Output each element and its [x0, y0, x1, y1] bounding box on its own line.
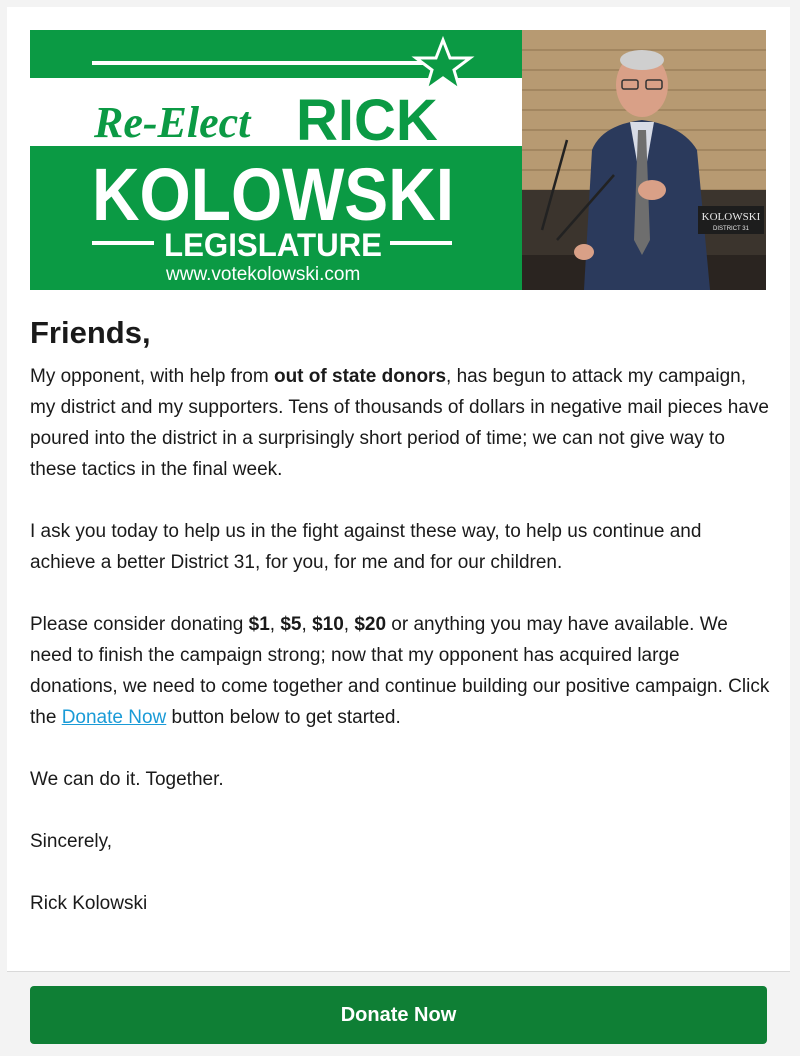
logo-rick: RICK	[296, 88, 438, 153]
logo-kolowski: KOLOWSKI	[92, 153, 454, 236]
p1-text-pre: My opponent, with help from	[30, 366, 274, 387]
donate-now-button[interactable]: Donate Now	[30, 986, 767, 1044]
p3-sep-1: ,	[269, 614, 281, 635]
campaign-logo	[30, 30, 522, 290]
logo-legislature: LEGISLATURE	[164, 227, 382, 263]
paragraph-ask: I ask you today to help us in the fight against these way, to help us continue and achieve a better District 31, for you, for me and for our children.	[30, 521, 702, 573]
email-content	[30, 313, 770, 950]
amount-5: $5	[280, 614, 302, 635]
nameplate-district: DISTRICT 31	[713, 226, 749, 232]
p3-text-post: button below to get started.	[166, 707, 401, 728]
email-body	[7, 7, 790, 971]
amount-20: $20	[354, 614, 387, 635]
logo-url: www.votekolowski.com	[166, 264, 361, 285]
donate-now-link[interactable]: Donate Now	[61, 707, 167, 728]
closing: Sincerely,	[30, 831, 113, 852]
amount-10: $10	[312, 614, 344, 635]
p1-bold-donors: out of state donors	[273, 366, 447, 387]
logo-re-elect: Re-Elect	[94, 98, 251, 147]
candidate-photo	[522, 30, 766, 290]
p3-sep-3: ,	[343, 614, 355, 635]
campaign-banner	[30, 30, 766, 290]
footer-divider	[7, 971, 790, 972]
paragraph-donate	[30, 609, 770, 733]
p3-text-mid: or anything you may have available. We need to finish the campaign strong; now that my opponent has acquired large donations, we need to come together and continue building our positive campaign. Click the	[30, 614, 770, 728]
paragraph-together: We can do it. Together.	[30, 769, 224, 790]
greeting: Friends,	[30, 315, 151, 350]
p1-text-post: , has begun to attack my campaign, my district and my supporters. Tens of thousands of dollars in negative mail pieces have poured into the district in a surprisingly short period of time; we can not give way to these tactics in the final week.	[30, 366, 769, 480]
p3-text-pre: Please consider donating	[30, 614, 249, 635]
p3-sep-2: ,	[301, 614, 313, 635]
paragraph-opponent	[30, 361, 770, 485]
nameplate-name: KOLOWSKI	[701, 211, 761, 223]
signature: Rick Kolowski	[30, 893, 148, 914]
amount-1: $1	[248, 614, 270, 635]
